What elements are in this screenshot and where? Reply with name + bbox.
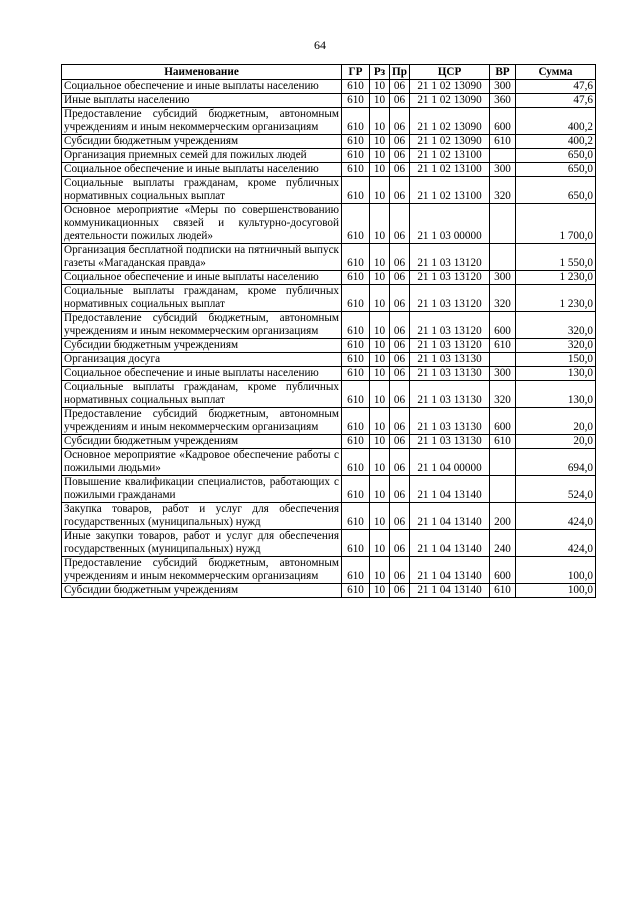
row-rz: 10 (370, 244, 390, 271)
row-csr: 21 1 03 13120 (410, 339, 490, 353)
row-gr: 610 (342, 476, 370, 503)
row-vr: 610 (490, 339, 516, 353)
row-gr: 610 (342, 408, 370, 435)
page-number: 64 (314, 38, 326, 52)
row-gr: 610 (342, 584, 370, 598)
table-row (62, 584, 596, 598)
row-csr: 21 1 03 13130 (410, 353, 490, 367)
row-pr: 06 (390, 584, 410, 598)
row-pr: 06 (390, 381, 410, 408)
row-csr: 21 1 03 13120 (410, 271, 490, 285)
row-name: Организация бесплатной подписки на пятничный выпуск газеты «Магаданская правда» (62, 244, 342, 271)
row-csr: 21 1 03 13120 (410, 244, 490, 271)
row-sum: 524,0 (516, 476, 596, 503)
table-row (62, 108, 596, 135)
row-pr: 06 (390, 204, 410, 244)
row-name: Социальное обеспечение и иные выплаты населению (62, 163, 342, 177)
row-vr: 600 (490, 408, 516, 435)
row-pr: 06 (390, 108, 410, 135)
row-csr: 21 1 02 13090 (410, 80, 490, 94)
row-vr (490, 476, 516, 503)
row-vr: 300 (490, 367, 516, 381)
table-row (62, 381, 596, 408)
row-vr (490, 204, 516, 244)
row-pr: 06 (390, 163, 410, 177)
row-sum: 1 230,0 (516, 285, 596, 312)
row-vr: 320 (490, 177, 516, 204)
row-csr: 21 1 03 13120 (410, 312, 490, 339)
row-csr: 21 1 02 13100 (410, 177, 490, 204)
table-row (62, 149, 596, 163)
row-name: Социальное обеспечение и иные выплаты населению (62, 367, 342, 381)
row-sum: 1 550,0 (516, 244, 596, 271)
row-sum: 47,6 (516, 94, 596, 108)
row-sum: 650,0 (516, 149, 596, 163)
row-rz: 10 (370, 108, 390, 135)
row-rz: 10 (370, 149, 390, 163)
row-rz: 10 (370, 557, 390, 584)
row-pr: 06 (390, 149, 410, 163)
column-header-sum: Сумма (516, 65, 596, 80)
row-gr: 610 (342, 80, 370, 94)
table-row (62, 408, 596, 435)
row-sum: 47,6 (516, 80, 596, 94)
row-vr: 320 (490, 381, 516, 408)
row-csr: 21 1 04 13140 (410, 503, 490, 530)
row-rz: 10 (370, 339, 390, 353)
row-name: Предоставление субсидий бюджетным, автономным учреждениям и иным некоммерческим организациям (62, 108, 342, 135)
row-gr: 610 (342, 381, 370, 408)
row-gr: 610 (342, 449, 370, 476)
row-csr: 21 1 02 13100 (410, 149, 490, 163)
row-name: Субсидии бюджетным учреждениям (62, 135, 342, 149)
row-sum: 20,0 (516, 408, 596, 435)
row-gr: 610 (342, 285, 370, 312)
row-name: Субсидии бюджетным учреждениям (62, 584, 342, 598)
row-pr: 06 (390, 94, 410, 108)
table-row (62, 80, 596, 94)
row-sum: 100,0 (516, 557, 596, 584)
row-vr: 610 (490, 435, 516, 449)
row-rz: 10 (370, 476, 390, 503)
row-csr: 21 1 02 13090 (410, 135, 490, 149)
table-row (62, 339, 596, 353)
row-name: Основное мероприятие «Кадровое обеспечение работы с пожилыми людьми» (62, 449, 342, 476)
table-row (62, 435, 596, 449)
table-header-row (62, 65, 596, 80)
row-rz: 10 (370, 530, 390, 557)
row-csr: 21 1 03 13130 (410, 435, 490, 449)
row-pr: 06 (390, 476, 410, 503)
table-row (62, 271, 596, 285)
row-sum: 1 230,0 (516, 271, 596, 285)
row-csr: 21 1 04 13140 (410, 557, 490, 584)
row-sum: 130,0 (516, 367, 596, 381)
row-gr: 610 (342, 435, 370, 449)
row-gr: 610 (342, 135, 370, 149)
row-name: Субсидии бюджетным учреждениям (62, 339, 342, 353)
row-sum: 20,0 (516, 435, 596, 449)
column-header-gr: ГР (342, 65, 370, 80)
row-name: Иные выплаты населению (62, 94, 342, 108)
row-vr: 200 (490, 503, 516, 530)
row-name: Социальное обеспечение и иные выплаты населению (62, 271, 342, 285)
row-csr: 21 1 03 13130 (410, 408, 490, 435)
row-sum: 130,0 (516, 381, 596, 408)
table-row (62, 177, 596, 204)
row-pr: 06 (390, 177, 410, 204)
row-rz: 10 (370, 312, 390, 339)
row-name: Социальное обеспечение и иные выплаты населению (62, 80, 342, 94)
row-gr: 610 (342, 94, 370, 108)
table-row (62, 244, 596, 271)
row-name: Закупка товаров, работ и услуг для обеспечения государственных (муниципальных) нужд (62, 503, 342, 530)
row-vr: 610 (490, 135, 516, 149)
row-vr: 320 (490, 285, 516, 312)
row-csr: 21 1 04 13140 (410, 584, 490, 598)
row-vr (490, 149, 516, 163)
row-rz: 10 (370, 367, 390, 381)
row-pr: 06 (390, 557, 410, 584)
table-row (62, 312, 596, 339)
table-row (62, 94, 596, 108)
row-sum: 694,0 (516, 449, 596, 476)
row-pr: 06 (390, 503, 410, 530)
row-gr: 610 (342, 244, 370, 271)
row-gr: 610 (342, 149, 370, 163)
row-name: Социальные выплаты гражданам, кроме публичных нормативных социальных выплат (62, 285, 342, 312)
row-gr: 610 (342, 204, 370, 244)
row-name: Повышение квалификации специалистов, работающих с пожилыми гражданами (62, 476, 342, 503)
row-gr: 610 (342, 108, 370, 135)
column-header-vr: ВР (490, 65, 516, 80)
row-rz: 10 (370, 204, 390, 244)
row-rz: 10 (370, 408, 390, 435)
row-rz: 10 (370, 80, 390, 94)
budget-table (61, 64, 596, 598)
row-name: Субсидии бюджетным учреждениям (62, 435, 342, 449)
row-gr: 610 (342, 503, 370, 530)
row-pr: 06 (390, 435, 410, 449)
row-sum: 100,0 (516, 584, 596, 598)
table-row (62, 367, 596, 381)
row-sum: 150,0 (516, 353, 596, 367)
row-sum: 424,0 (516, 530, 596, 557)
row-name: Предоставление субсидий бюджетным, автономным учреждениям и иным некоммерческим организациям (62, 408, 342, 435)
row-pr: 06 (390, 408, 410, 435)
row-sum: 1 700,0 (516, 204, 596, 244)
row-rz: 10 (370, 94, 390, 108)
row-vr: 300 (490, 271, 516, 285)
table-row (62, 557, 596, 584)
row-vr (490, 244, 516, 271)
row-csr: 21 1 02 13090 (410, 108, 490, 135)
row-csr: 21 1 03 13130 (410, 367, 490, 381)
row-gr: 610 (342, 353, 370, 367)
table-row (62, 476, 596, 503)
column-header-name: Наименование (62, 65, 342, 80)
row-rz: 10 (370, 285, 390, 312)
row-sum: 424,0 (516, 503, 596, 530)
row-rz: 10 (370, 449, 390, 476)
table-row (62, 449, 596, 476)
row-gr: 610 (342, 367, 370, 381)
row-name: Социальные выплаты гражданам, кроме публичных нормативных социальных выплат (62, 381, 342, 408)
row-pr: 06 (390, 312, 410, 339)
row-csr: 21 1 03 00000 (410, 204, 490, 244)
row-name: Организация приемных семей для пожилых людей (62, 149, 342, 163)
row-csr: 21 1 02 13100 (410, 163, 490, 177)
row-rz: 10 (370, 163, 390, 177)
row-sum: 400,2 (516, 108, 596, 135)
row-pr: 06 (390, 285, 410, 312)
row-vr: 600 (490, 108, 516, 135)
row-pr: 06 (390, 244, 410, 271)
row-gr: 610 (342, 339, 370, 353)
row-rz: 10 (370, 503, 390, 530)
row-sum: 650,0 (516, 163, 596, 177)
row-pr: 06 (390, 135, 410, 149)
row-pr: 06 (390, 449, 410, 476)
row-pr: 06 (390, 339, 410, 353)
row-name: Основное мероприятие «Меры по совершенствованию коммуникационных связей и культурно-досуговой деятельности пожилых людей» (62, 204, 342, 244)
row-name: Предоставление субсидий бюджетным, автономным учреждениям и иным некоммерческим организациям (62, 312, 342, 339)
row-sum: 320,0 (516, 312, 596, 339)
row-vr: 300 (490, 80, 516, 94)
row-vr: 240 (490, 530, 516, 557)
row-name: Предоставление субсидий бюджетным, автономным учреждениям и иным некоммерческим организациям (62, 557, 342, 584)
row-sum: 320,0 (516, 339, 596, 353)
row-csr: 21 1 02 13090 (410, 94, 490, 108)
row-csr: 21 1 03 13130 (410, 381, 490, 408)
table-row (62, 530, 596, 557)
row-csr: 21 1 04 13140 (410, 476, 490, 503)
column-header-pr: Пр (390, 65, 410, 80)
row-rz: 10 (370, 135, 390, 149)
row-vr: 610 (490, 584, 516, 598)
row-gr: 610 (342, 312, 370, 339)
row-rz: 10 (370, 584, 390, 598)
row-gr: 610 (342, 557, 370, 584)
row-csr: 21 1 04 00000 (410, 449, 490, 476)
table-row (62, 163, 596, 177)
row-rz: 10 (370, 353, 390, 367)
row-gr: 610 (342, 177, 370, 204)
row-pr: 06 (390, 80, 410, 94)
row-gr: 610 (342, 163, 370, 177)
row-pr: 06 (390, 353, 410, 367)
table-row (62, 135, 596, 149)
table-row (62, 353, 596, 367)
table-row (62, 285, 596, 312)
row-name: Организация досуга (62, 353, 342, 367)
row-csr: 21 1 04 13140 (410, 530, 490, 557)
column-header-rz: Рз (370, 65, 390, 80)
column-header-csr: ЦСР (410, 65, 490, 80)
row-gr: 610 (342, 530, 370, 557)
row-pr: 06 (390, 271, 410, 285)
row-vr: 300 (490, 163, 516, 177)
row-vr: 360 (490, 94, 516, 108)
row-rz: 10 (370, 435, 390, 449)
row-gr: 610 (342, 271, 370, 285)
row-vr: 600 (490, 312, 516, 339)
row-vr (490, 449, 516, 476)
row-name: Социальные выплаты гражданам, кроме публичных нормативных социальных выплат (62, 177, 342, 204)
row-vr: 600 (490, 557, 516, 584)
row-pr: 06 (390, 530, 410, 557)
row-sum: 400,2 (516, 135, 596, 149)
row-vr (490, 353, 516, 367)
row-csr: 21 1 03 13120 (410, 285, 490, 312)
row-pr: 06 (390, 367, 410, 381)
table-row (62, 503, 596, 530)
row-name: Иные закупки товаров, работ и услуг для обеспечения государственных (муниципальных) нужд (62, 530, 342, 557)
row-rz: 10 (370, 177, 390, 204)
table-row (62, 204, 596, 244)
row-rz: 10 (370, 271, 390, 285)
row-rz: 10 (370, 381, 390, 408)
row-sum: 650,0 (516, 177, 596, 204)
